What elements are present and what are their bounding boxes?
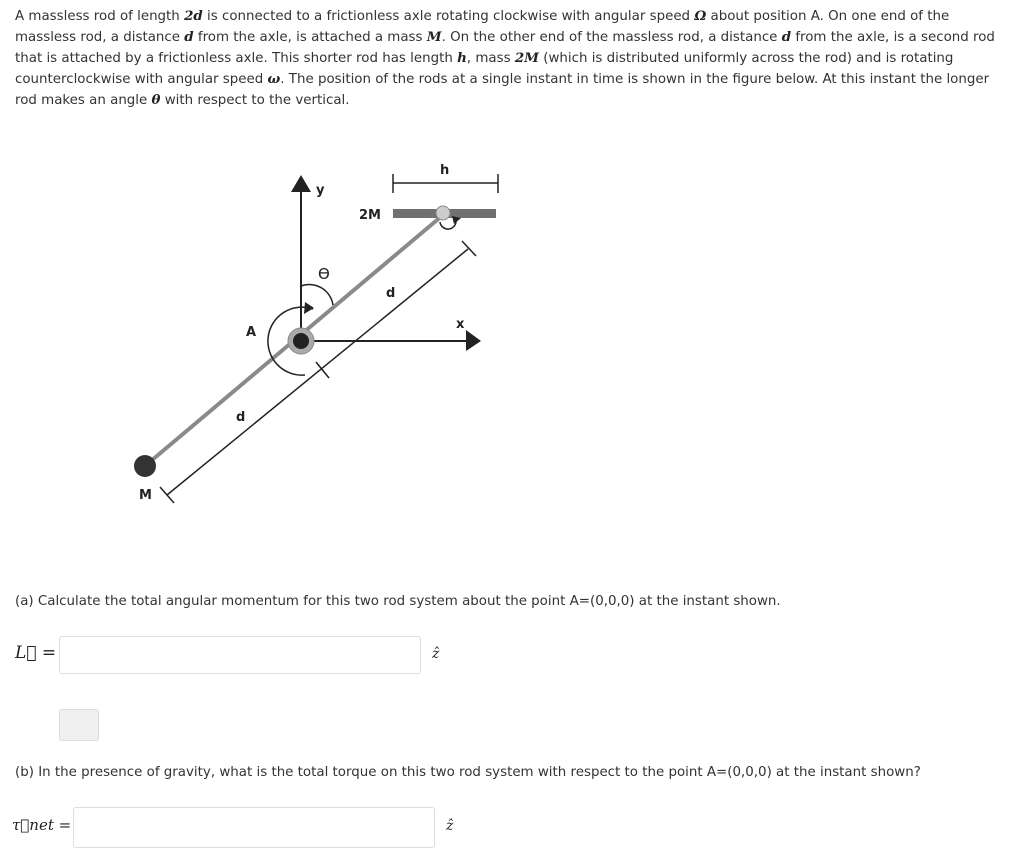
part-a-question: (a) Calculate the total angular momentum for this two rod system about the point A=(0,0,0) at the instant shown. — [15, 594, 781, 609]
h-label: h — [440, 163, 450, 178]
z-hat-unit-b: ẑ — [446, 818, 454, 834]
text: . The position of the rods at a single instant in time is shown in the figure below. At this instant the longer rod makes an angle — [15, 72, 990, 108]
text: . On the other end of the massless rod, a distance — [441, 30, 782, 45]
text: from the axle, is attached a mass — [193, 30, 427, 45]
text: with respect to the vertical. — [160, 93, 350, 108]
math: h — [457, 50, 467, 66]
math: Ω — [694, 8, 707, 24]
math: M — [426, 29, 442, 45]
math: 2M — [514, 50, 539, 66]
m-label: M — [139, 488, 152, 503]
l-vector-label: L⃗ = — [15, 643, 57, 663]
theta-arc — [301, 285, 333, 305]
math: d — [781, 29, 792, 45]
y-arrow-icon — [291, 175, 311, 192]
text: A massless rod of length — [15, 9, 185, 24]
d-label-upper: d — [386, 286, 396, 301]
omega-cw-arrowhead-icon — [304, 302, 314, 314]
upper-axle — [436, 206, 450, 220]
z-hat-unit-a: ẑ — [432, 646, 440, 662]
text: about position A. On one end of the massless rod, a distance — [15, 9, 950, 45]
x-label: x — [456, 317, 465, 332]
angular-momentum-input[interactable] — [59, 636, 421, 674]
net-torque-input[interactable] — [73, 807, 435, 848]
math: 2d — [184, 8, 203, 24]
math: θ — [151, 92, 161, 108]
math: d — [184, 29, 194, 45]
tau-net-label: τ⃗net = — [12, 816, 72, 834]
math: ω — [267, 71, 281, 87]
part-b-question: (b) In the presence of gravity, what is the total torque on this two rod system with respect to the point A=(0,0,0) at the instant shown? — [15, 765, 921, 780]
mass-m — [134, 455, 156, 477]
theta-label: ϴ — [318, 265, 330, 283]
a-label: A — [246, 325, 257, 340]
y-label: y — [316, 183, 325, 198]
text: is connected to a frictionless axle rotating clockwise with angular speed — [202, 9, 695, 24]
axle-a-center — [293, 333, 309, 349]
d-label-lower: d — [236, 410, 246, 425]
submit-button[interactable] — [59, 709, 99, 741]
x-arrow-icon — [466, 330, 481, 351]
2m-label: 2M — [359, 208, 381, 223]
text: , mass — [466, 51, 515, 66]
text: from the axle, is a second rod that is attached by a frictionless axle. This shorter rod has length — [15, 30, 995, 66]
text: (which is distributed uniformly across the rod) and is rotating counterclockwise with angular speed — [15, 51, 954, 87]
